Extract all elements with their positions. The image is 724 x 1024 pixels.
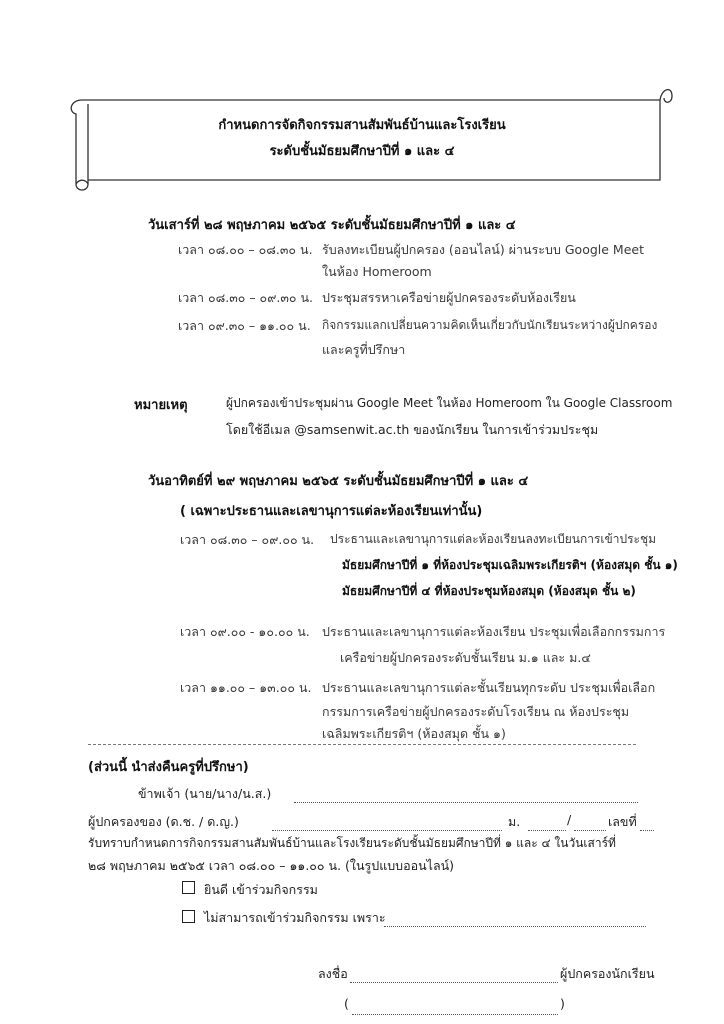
class-label: ม. xyxy=(508,814,521,829)
checkbox-not-attend[interactable] xyxy=(182,910,195,923)
day2-item3-time: เวลา ๑๑.๐๐ – ๑๓.๐๐ น. xyxy=(180,680,312,695)
day1-heading: วันเสาร์ที่ ๒๘ พฤษภาคม ๒๕๖๕ ระดับชั้นมัธยมศึกษาปีที่ ๑ และ ๔ xyxy=(148,218,516,233)
day1-item1-line2: ในห้อง Homeroom xyxy=(322,264,432,279)
signature-label: ลงชื่อ xyxy=(318,966,348,981)
note-label: หมายเหตุ xyxy=(134,398,188,413)
day2-item1-time: เวลา ๐๘.๓๐ – ๐๙.๐๐ น. xyxy=(180,532,315,547)
day1-item2-time: เวลา ๐๘.๓๐ – ๐๙.๓๐ น. xyxy=(178,290,313,305)
printed-name-field[interactable] xyxy=(352,1000,558,1015)
banner-title-line1: กำหนดการจัดกิจกรรมสานสัมพันธ์บ้านและโรงเรียน xyxy=(218,118,506,133)
student-name-field[interactable] xyxy=(272,816,502,831)
signature-role: ผู้ปกครองนักเรียน xyxy=(560,966,655,981)
day1-item2-line1: ประชุมสรรหาเครือข่ายผู้ปกครองระดับห้องเรียน xyxy=(322,290,576,305)
signature-field[interactable] xyxy=(350,968,558,983)
day1-item3-line2: และครูที่ปรึกษา xyxy=(322,342,406,357)
room-field[interactable] xyxy=(574,816,606,831)
signature-paren-open: ( xyxy=(344,996,349,1011)
form-heading: (ส่วนนี้ นำส่งคืนครูที่ปรึกษา) xyxy=(88,760,249,775)
option-attend-label: ยินดี เข้าร่วมกิจกรรม xyxy=(204,882,318,897)
option-not-attend-label: ไม่สามารถเข้าร่วมกิจกรรม เพราะ xyxy=(204,910,386,925)
name-field[interactable] xyxy=(294,788,638,803)
scroll-banner xyxy=(0,0,724,200)
cut-line xyxy=(88,744,636,745)
checkbox-attend[interactable] xyxy=(182,881,195,894)
day2-item3-line1: ประธานและเลขานุการแต่ละชั้นเรียนทุกระดับ ประชุมเพื่อเลือก xyxy=(322,680,656,695)
banner-title-line2: ระดับชั้นมัธยมศึกษาปีที่ ๑ และ ๔ xyxy=(269,144,455,159)
number-label: เลขที่ xyxy=(608,814,637,829)
signature-paren-close: ) xyxy=(560,996,565,1011)
day2-heading: วันอาทิตย์ที่ ๒๙ พฤษภาคม ๒๕๖๕ ระดับชั้นมัธยมศึกษาปีที่ ๑ และ ๔ xyxy=(148,474,529,489)
day2-item1-line1: ประธานและเลขานุการแต่ละห้องเรียนลงทะเบียนการเข้าประชุม xyxy=(330,532,657,546)
day2-subheading: ( เฉพาะประธานและเลขานุการแต่ละห้องเรียนเท่านั้น) xyxy=(180,504,483,519)
day1-item3-time: เวลา ๐๙.๓๐ – ๑๑.๐๐ น. xyxy=(178,318,311,333)
day2-item1-bold2: มัธยมศึกษาปีที่ ๔ ที่ห้องประชุมห้องสมุด (ห้องสมุด ชั้น ๒) xyxy=(342,584,636,598)
name-label: ข้าพเจ้า (นาย/นาง/น.ส.) xyxy=(138,786,272,801)
class-slash: / xyxy=(567,812,572,827)
note-line2: โดยใช้อีเมล @samsenwit.ac.th ของนักเรียน ในการเข้าร่วมประชุม xyxy=(226,422,599,437)
day1-item3-line1: กิจกรรมแลกเปลี่ยนความคิดเห็นเกี่ยวกับนักเรียนระหว่างผู้ปกครอง xyxy=(322,318,658,332)
day2-item1-bold1: มัธยมศึกษาปีที่ ๑ ที่ห้องประชุมเฉลิมพระเกียรติฯ (ห้องสมุด ชั้น ๑) xyxy=(342,558,678,572)
day2-item3-line2: กรรมการเครือข่ายผู้ปกครองระดับโรงเรียน ณ ห้องประชุม xyxy=(322,704,630,719)
grade-field[interactable] xyxy=(528,816,566,831)
ack-line1: รับทราบกำหนดการกิจกรรมสานสัมพันธ์บ้านและโรงเรียนระดับชั้นมัธยมศึกษาปีที่ ๑ และ ๔ ในวันเสาร์ที่ xyxy=(88,836,616,850)
day1-item1-line1: รับลงทะเบียนผู้ปกครอง (ออนไลน์) ผ่านระบบ Google Meet xyxy=(322,242,644,257)
day2-item3-line3: เฉลิมพระเกียรติฯ (ห้องสมุด ชั้น ๑) xyxy=(322,726,506,741)
day2-item2-time: เวลา ๐๙.๐๐ - ๑๐.๐๐ น. xyxy=(180,624,310,639)
day2-item2-line2: เครือข่ายผู้ปกครองระดับชั้นเรียน ม.๑ และ ม.๔ xyxy=(340,650,591,665)
note-line1: ผู้ปกครองเข้าประชุมผ่าน Google Meet ในห้อง Homeroom ใน Google Classroom xyxy=(226,396,673,410)
reason-field[interactable] xyxy=(384,912,646,927)
day2-item2-line1: ประธานและเลขานุการแต่ละห้องเรียน ประชุมเพื่อเลือกกรรมการ xyxy=(322,624,666,639)
number-field[interactable] xyxy=(640,816,654,831)
ack-line2: ๒๘ พฤษภาคม ๒๕๖๕ เวลา ๐๘.๐๐ – ๑๑.๐๐ น. (ในรูปแบบออนไลน์) xyxy=(88,858,455,873)
day1-item1-time: เวลา ๐๘.๐๐ – ๐๘.๓๐ น. xyxy=(178,242,313,257)
parent-label: ผู้ปกครองของ (ด.ช. / ด.ญ.) xyxy=(88,814,239,829)
